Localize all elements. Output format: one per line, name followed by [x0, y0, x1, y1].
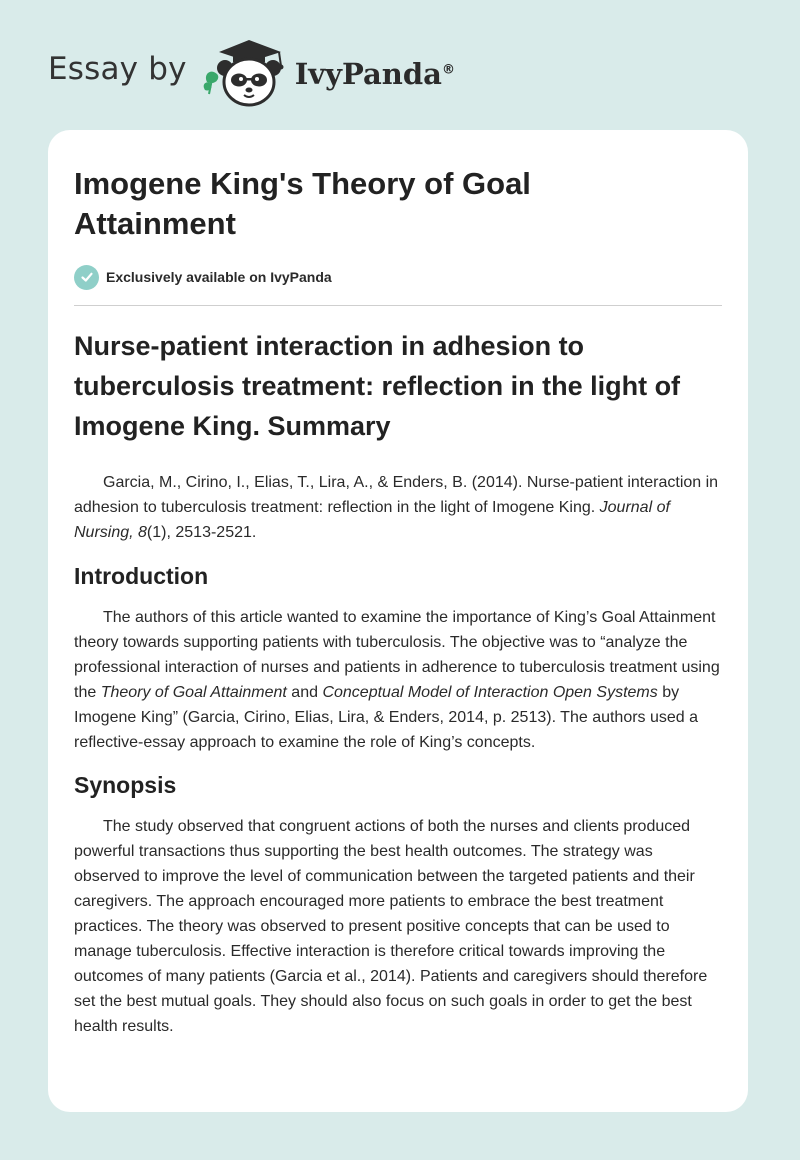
panda-graduate-icon [201, 34, 293, 110]
synopsis-paragraph: The study observed that congruent actions of both the nurses and clients produced powerful transactions thus supporting the best health outcomes. The strategy was observed to improve the level of communication between the targeted patients and their caregivers. The approach encouraged more patients to embrace the best treatment practices. The theory was observed to present positive concepts that can be used to manage tuberculosis. Effective interaction is therefore critical towards improving the outcomes of many patients (Garcia et al., 2014). Patients and caregivers should therefore set the best mutual goals. They should also focus on such goals in order to get the best health results. [74, 818, 708, 1035]
essay-card [48, 130, 748, 1112]
intro-italic-1: Theory of Goal Attainment [100, 684, 287, 701]
citation-journal: Journal of Nursing, 8 [74, 499, 670, 541]
brand-name [295, 57, 455, 91]
introduction-heading: Introduction [74, 563, 209, 589]
exclusive-badge [74, 264, 722, 290]
divider [74, 305, 722, 306]
synopsis-heading: Synopsis [74, 772, 177, 798]
page-title: Imogene King's Theory of Goal Attainment [74, 166, 531, 241]
citation-rest: (1), 2513-2521. [146, 524, 257, 541]
checkmark-icon [74, 265, 99, 290]
intro-text-2: and [286, 684, 323, 701]
registered-mark: ® [441, 62, 455, 78]
brand-logo[interactable] [48, 34, 455, 110]
intro-text-3: by Imogene King” (Garcia, Cirino, Elias, Lira, & Enders, 2014, p. 2513). The authors used a reflective-essay approach to examine the role of King’s concepts. [74, 684, 699, 751]
intro-italic-2: Conceptual Model of Interaction Open Systems [322, 684, 658, 701]
citation-paragraph [74, 470, 722, 545]
exclusive-label: Exclusively available on IvyPanda [106, 269, 332, 285]
citation-authors: Garcia, M., Cirino, I., Elias, T., Lira, A., & Enders, B. (2014). Nurse-patient interaction in adhesion to tuberculosis treatment: reflection in the light of Imogene King. [74, 474, 719, 516]
essay-subtitle: Nurse-patient interaction in adhesion to tuberculosis treatment: reflection in the light of Imogene King. Summary [74, 331, 681, 441]
intro-text-1: The authors of this article wanted to examine the importance of King’s Goal Attainment theory towards supporting patients with tuberculosis. The objective was to “analyze the professional interaction of nurses and patients in adherence to tuberculosis treatment using the [74, 609, 720, 701]
brand-name-text: IvyPanda [294, 57, 442, 91]
brand-prefix: Essay by [48, 51, 187, 87]
introduction-paragraph [74, 605, 722, 755]
